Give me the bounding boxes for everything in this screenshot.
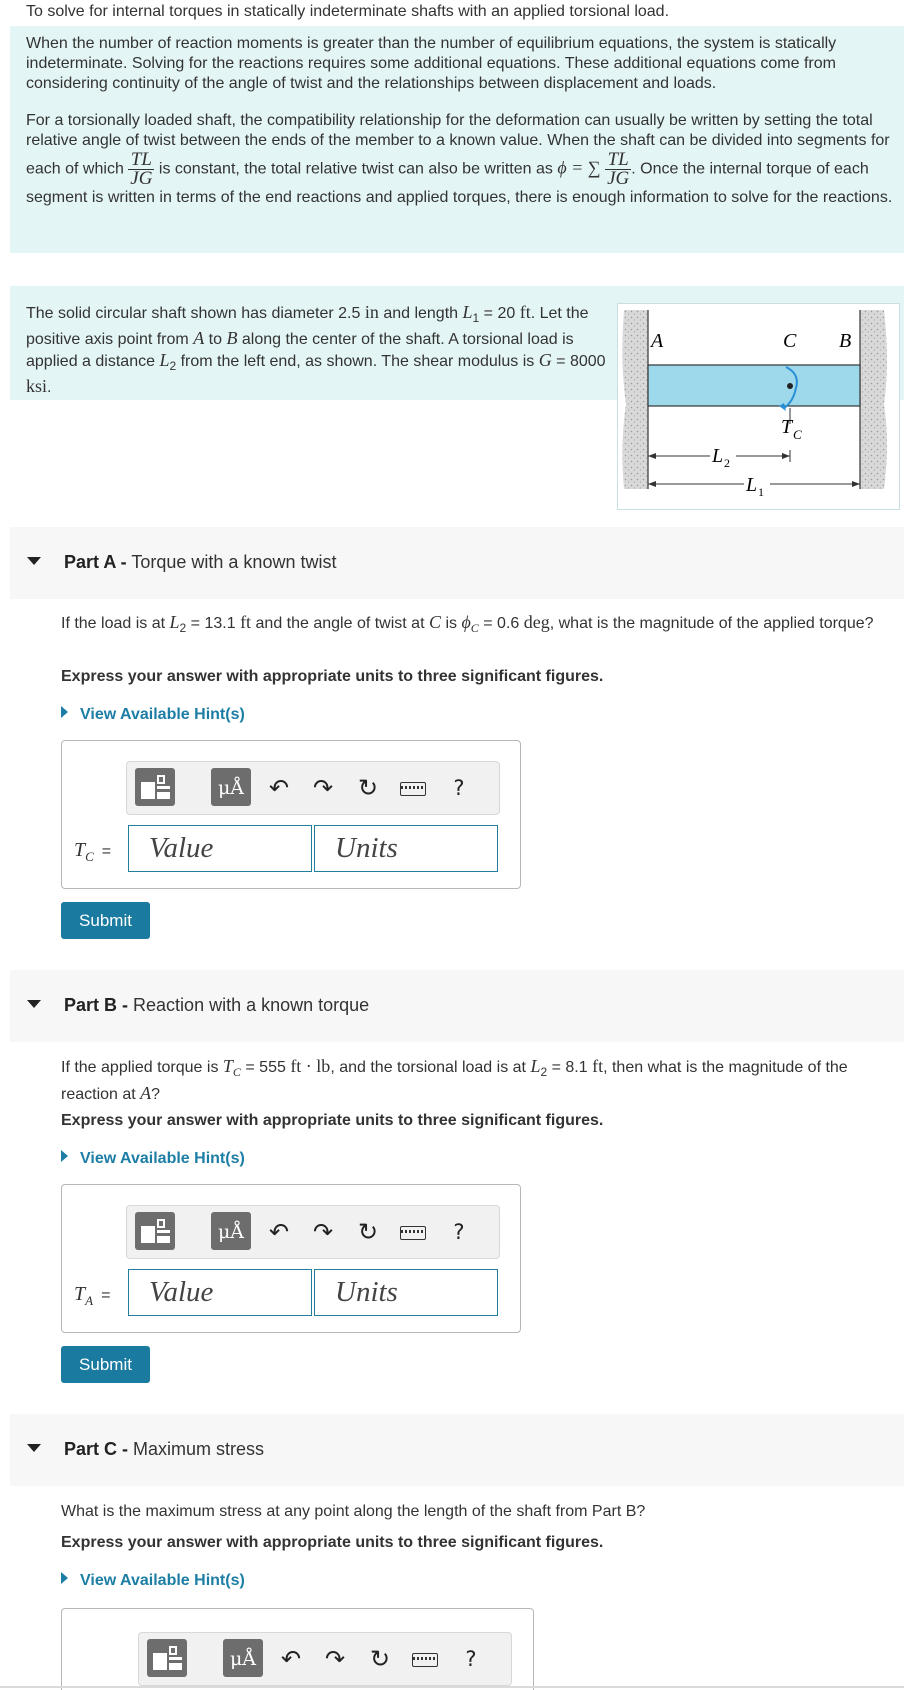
label-T: T <box>781 416 793 438</box>
reset-icon[interactable]: ↻ <box>357 1218 379 1246</box>
intro-p2-a: For a torsionally loaded shaft, the compatibility relationship for the deformation can usually be written by setting the total relative angle of twist between the ends of the member to a known value. When the shaft can be divided into segments for each of which <box>26 112 890 178</box>
undo-icon[interactable]: ↶ <box>268 1218 290 1246</box>
bottom-divider <box>0 1686 904 1688</box>
part-c-hint-link[interactable]: View Available Hint(s) <box>61 1572 245 1590</box>
part-b-submit-button[interactable]: Submit <box>61 1346 150 1383</box>
part-b-express: Express your answer with appropriate units to three significant figures. <box>61 1112 604 1129</box>
caret-right-icon <box>61 1150 68 1162</box>
label-L2-sub: 2 <box>724 456 730 470</box>
part-b-variable: $T_A$ = <box>74 1283 111 1308</box>
caret-right-icon <box>61 706 68 718</box>
label-B: B <box>839 330 852 352</box>
shaft-figure <box>617 303 900 510</box>
part-c-title: Part C - Maximum stress <box>64 1439 265 1459</box>
undo-icon[interactable]: ↶ <box>280 1645 302 1673</box>
part-a-answer-box <box>61 740 521 889</box>
templates-icon[interactable] <box>135 1212 175 1250</box>
help-icon[interactable]: ? <box>453 1220 465 1244</box>
part-a-hint-link[interactable]: View Available Hint(s) <box>61 706 245 724</box>
part-b-question: If the applied torque is $T_C = 555$ ft · lb, and the torsional load is at $L_2 = 8.1$ ft, then what is the magnitude of the reaction at A? <box>61 1056 848 1104</box>
part-b-toolbar <box>126 1205 500 1259</box>
label-T-sub: C <box>793 427 802 442</box>
intro-panel <box>10 26 904 253</box>
chevron-down-icon[interactable] <box>27 557 41 565</box>
phi-sum: ϕ = ∑ <box>557 157 601 178</box>
label-L1-sub: 1 <box>758 485 764 499</box>
part-c-question: What is the maximum stress at any point along the length of the shaft from Part B? <box>61 1503 646 1520</box>
units-symbols-button[interactable]: μÅ <box>211 1212 251 1250</box>
caret-right-icon <box>61 1572 68 1584</box>
chevron-down-icon[interactable] <box>27 1444 41 1452</box>
right-wall <box>860 310 887 489</box>
part-a-title: Part A - Torque with a known twist <box>64 552 337 572</box>
intro-paragraph-1: When the number of reaction moments is greater than the number of equilibrium equations, the system is statically indeterminate. Solving for the reactions requires some additional equations. These additional equations come from considering continuity of the angle of twist and the relationships between displacement and loads. <box>26 35 837 92</box>
load-point <box>787 383 793 389</box>
redo-icon[interactable]: ↷ <box>312 1218 334 1246</box>
keyboard-icon[interactable] <box>400 1226 426 1240</box>
problem-statement: The solid circular shaft shown has diameter 2.5 in and length $L_1 = 20$ ft. Let the positive axis point from A to B along the center of the shaft. A torsional load is applied a distance $L_2$ from the left end, as shown. The shear modulus is G = 8000 ksi. <box>26 302 606 397</box>
label-L1: L <box>746 474 758 496</box>
fraction-tl-jg: $\frac{TL}{JG}$ <box>130 149 153 189</box>
fraction-tl-jg-2: $\frac{TL}{JG}$ <box>607 149 630 189</box>
part-c-answer-box <box>61 1608 534 1690</box>
reset-icon[interactable]: ↻ <box>357 774 379 802</box>
keyboard-icon[interactable] <box>400 782 426 796</box>
intro-p2-b: is constant, the total relative twist can also be written as <box>158 160 553 178</box>
units-symbols-button[interactable]: μÅ <box>223 1639 263 1677</box>
part-a-express: Express your answer with appropriate units to three significant figures. <box>61 668 604 685</box>
intro-paragraph-2 <box>26 111 896 208</box>
chevron-down-icon[interactable] <box>27 1000 41 1008</box>
undo-icon[interactable]: ↶ <box>268 774 290 802</box>
templates-icon[interactable] <box>147 1639 187 1677</box>
help-icon[interactable]: ? <box>465 1647 477 1671</box>
templates-icon[interactable] <box>135 768 175 806</box>
left-wall <box>622 310 648 489</box>
part-c-toolbar <box>138 1632 512 1686</box>
label-L2: L <box>712 445 724 467</box>
part-a-header[interactable] <box>10 527 904 599</box>
part-c-express: Express your answer with appropriate units to three significant figures. <box>61 1534 604 1551</box>
keyboard-icon[interactable] <box>412 1653 438 1667</box>
part-a-toolbar <box>126 761 500 815</box>
redo-icon[interactable]: ↷ <box>312 774 334 802</box>
redo-icon[interactable]: ↷ <box>324 1645 346 1673</box>
part-a-submit-button[interactable]: Submit <box>61 902 150 939</box>
part-b-title: Part B - Reaction with a known torque <box>64 995 370 1015</box>
part-a-value-input[interactable]: Value <box>128 825 312 872</box>
reset-icon[interactable]: ↻ <box>369 1645 391 1673</box>
shaft-diagram <box>618 304 899 509</box>
part-b-hint-link[interactable]: View Available Hint(s) <box>61 1150 245 1168</box>
intro-objective: To solve for internal torques in statically indeterminate shafts with an applied torsional load. <box>26 3 670 20</box>
part-a-question: If the load is at $L_2 = 13.1$ ft and the angle of twist at C is $\phi_C = 0.6$ deg, what is the magnitude of the applied torque? <box>61 612 874 636</box>
part-c-header[interactable] <box>10 1414 904 1486</box>
part-b-answer-box <box>61 1184 521 1333</box>
units-symbols-button[interactable]: μÅ <box>211 768 251 806</box>
shaft <box>648 365 860 406</box>
help-icon[interactable]: ? <box>453 776 465 800</box>
part-a-units-input[interactable]: Units <box>314 825 498 872</box>
part-b-units-input[interactable]: Units <box>314 1269 498 1316</box>
part-b-header[interactable] <box>10 970 904 1042</box>
part-a-variable: $T_C$ = <box>74 839 112 864</box>
intro-p2-c: . Once the internal torque of each segment is written in terms of the end reactions and applied torques, there is enough information to solve for the reactions. <box>26 160 893 206</box>
label-A: A <box>651 330 664 352</box>
part-b-value-input[interactable]: Value <box>128 1269 312 1316</box>
label-C: C <box>783 330 797 352</box>
